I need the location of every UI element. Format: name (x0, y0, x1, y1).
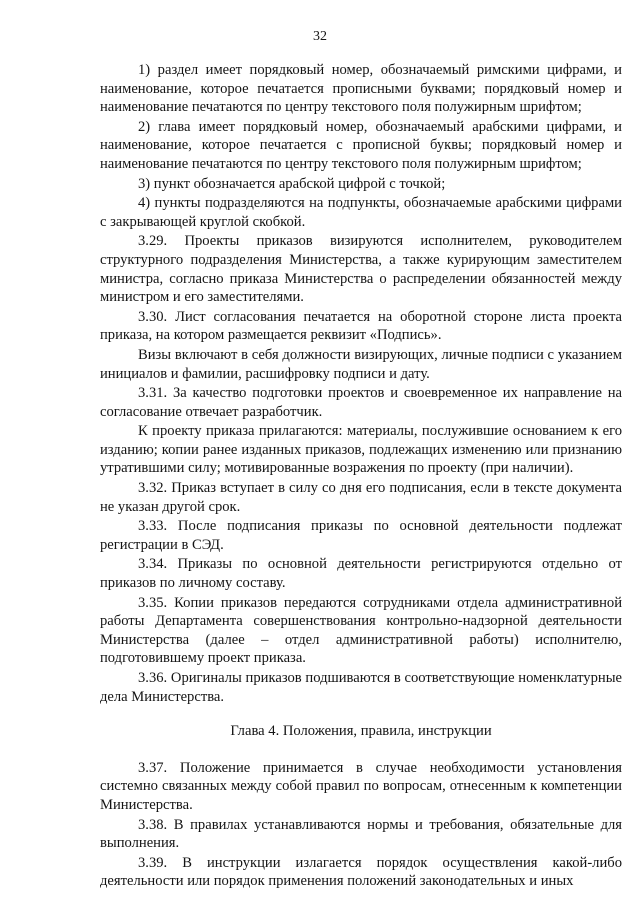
paragraph-3-34: 3.34. Приказы по основной деятельности регистрируются отдельно от приказов по личному составу. (100, 556, 622, 592)
paragraph-chapter-rule: 2) глава имеет порядковый номер, обозначаемый арабскими цифрами, и наименование, которое печатается с прописной буквы; порядковый номер и наименование печатаются по центру текстового поля полужирным шрифтом; (100, 118, 622, 172)
paragraph-3-33: 3.33. После подписания приказы по основной деятельности подлежат регистрации в СЭД. (100, 518, 622, 553)
paragraph-3-36: 3.36. Оригиналы приказов подшиваются в соответствующие номенклатурные дела Министерства. (100, 670, 622, 705)
paragraph-section-rule: 1) раздел имеет порядковый номер, обозначаемый римскими цифрами, и наименование, которое печатается прописными буквами; порядковый номер и наименование печатаются по центру текстового поля полужирным шрифтом; (100, 62, 622, 116)
paragraph-3-31: 3.31. За качество подготовки проектов и своевременное их направление на согласование отвечает разработчик. (100, 385, 622, 420)
paragraph-3-37: 3.37. Положение принимается в случае необходимости установления системно связанных между собой правил по вопросам, отнесенным к компетенции Министерства. (100, 759, 622, 813)
paragraph-item-rule: 3) пункт обозначается арабской цифрой с точкой; (138, 175, 446, 192)
paragraph-3-32: 3.32. Приказ вступает в силу со дня его подписания, если в тексте документа не указан другой срок. (100, 480, 622, 515)
paragraph-3-30: 3.30. Лист согласования печатается на оборотной стороне листа проекта приказа, на котором размещается реквизит «Подпись». (100, 308, 622, 344)
chapter-heading: Глава 4. Положения, правила, инструкции (230, 723, 492, 740)
page-number: 32 (313, 29, 327, 44)
paragraph-visas: Визы включают в себя должности визирующих, личные подписи с указанием инициалов и фамилии, расшифровку подписи и дату. (100, 346, 622, 382)
paragraph-subitem-rule: 4) пункты подразделяются на подпункты, обозначаемые арабскими цифрами с закрывающей круглой скобкой. (100, 195, 622, 230)
paragraph-3-39: 3.39. В инструкции излагается порядок осуществления какой-либо деятельности или порядок применения положений законодательных и иных (100, 854, 622, 890)
paragraph-3-35: 3.35. Копии приказов передаются сотрудниками отдела административной работы Департамента совершенствования контрольно-надзорной деятельности Министерства (далее – отдел административной работы) исполнителю, подготовившему проект приказа. (100, 594, 622, 667)
paragraph-attachments: К проекту приказа прилагаются: материалы, послужившие основанием к его изданию; копии ранее изданных приказов, подлежащих изменению или признанию утратившими силу; мотивированные возражения по проекту (при наличии). (100, 423, 622, 477)
paragraph-3-38: 3.38. В правилах устанавливаются нормы и требования, обязательные для выполнения. (100, 816, 622, 852)
document-body (100, 61, 622, 891)
paragraph-3-29: 3.29. Проекты приказов визируются исполнителем, руководителем структурного подразделения Министерства, а также курирующим заместителем министра, согласно приказа Министерства о распределении обязанностей между министром и его заместителями. (100, 233, 622, 306)
